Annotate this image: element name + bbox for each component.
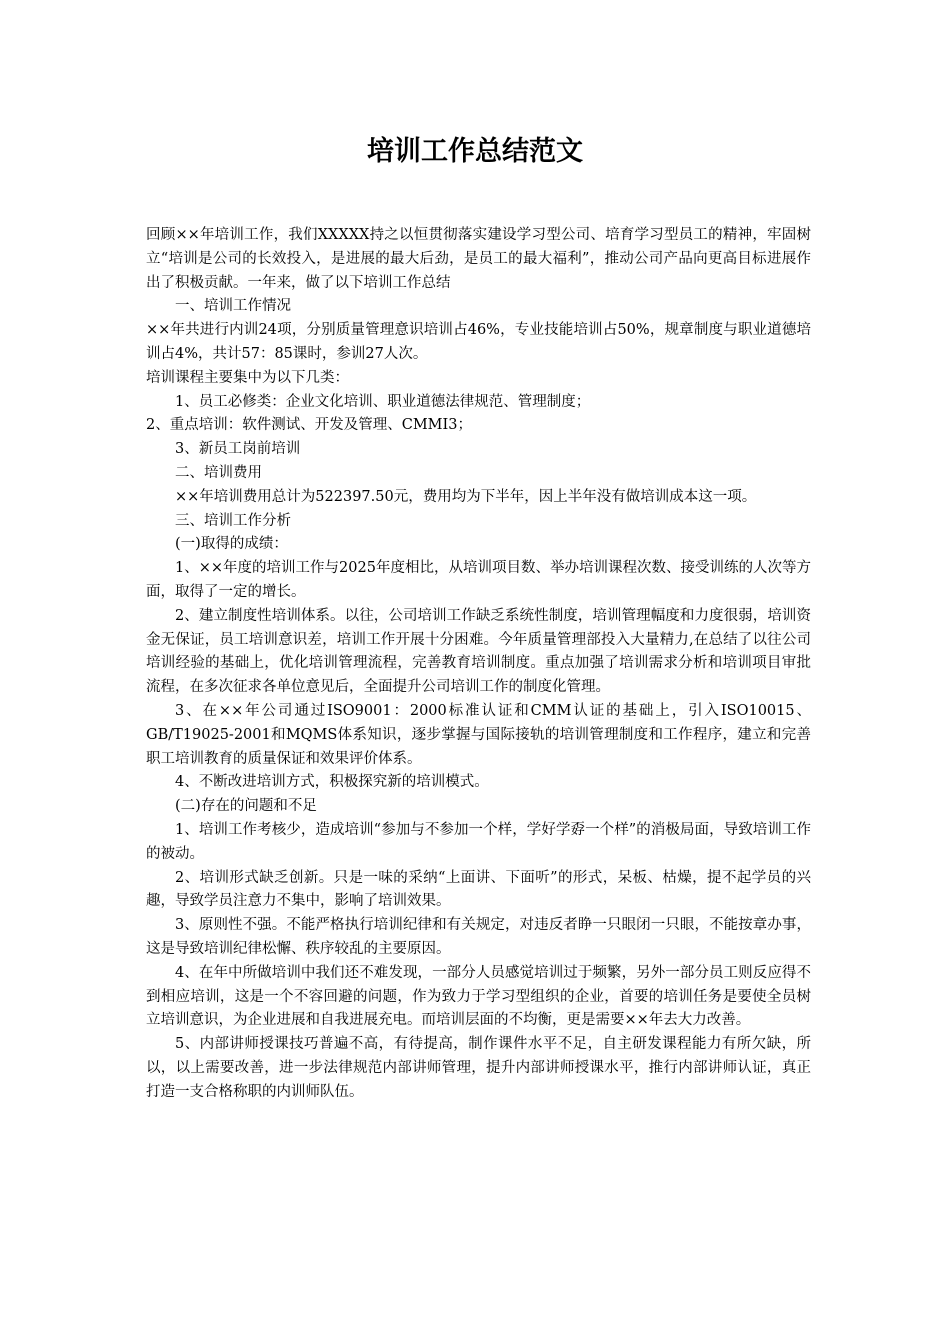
- list-item: 3、新员工岗前培训: [175, 441, 301, 458]
- subsection-heading: (二)存在的问题和不足: [175, 798, 317, 815]
- paragraph: 5、内部讲师授课技巧普遍不高，有待提高，制作课件水平不足，自主研发课程能力有所欠缺，所以，以上需要改善，进一步法律规范内部讲师管理，提升内部讲师授课水平，推行内部讲师认证，真正打造一支合格称职的内训师队伍。: [146, 1036, 811, 1100]
- paragraph: 3、原则性不强。不能严格执行培训纪律和有关规定，对违反者睁一只眼闭一只眼，不能按章办事，这是导致培训纪律松懈、秩序较乱的主要原因。: [146, 917, 811, 957]
- list-item: 2、重点培训：软件测试、开发及管理、CMMI3；: [146, 417, 472, 434]
- subsection-heading: (一)取得的成绩：: [175, 536, 288, 553]
- paragraph: 1、培训工作考核少，造成培训“参加与不参加一个样，学好学孬一个样”的消极局面，导致培训工作的被动。: [146, 821, 811, 862]
- document-body: [146, 224, 811, 1104]
- paragraph: 3、在××年公司通过ISO9001：2000标准认证和CMM认证的基础上，引入ISO10015、GB/T19025-2001和MQMS体系知识，逐步掌握与国际接轨的培训管理制度和工作程序，建立和完善职工培训教育的质量保证和效果评价体系。: [146, 702, 811, 767]
- paragraph: ××年共进行内训24项，分别质量管理意识培训占46%，专业技能培训占50%，规章制度与职业道德培训占4%，共计57：85课时，参训27人次。: [146, 322, 811, 362]
- paragraph: 2、培训形式缺乏创新。只是一味的采纳“上面讲、下面听”的形式，呆板、枯燥，提不起学员的兴趣，导致学员注意力不集中，影响了培训效果。: [146, 869, 811, 910]
- document-title: 培训工作总结范文: [367, 136, 583, 167]
- section-heading: 一、培训工作情况: [175, 298, 291, 315]
- section-heading: 三、培训工作分析: [175, 512, 291, 529]
- paragraph: 2、建立制度性培训体系。以往，公司培训工作缺乏系统性制度，培训管理幅度和力度很弱，培训资金无保证，员工培训意识差，培训工作开展十分困难。今年质量管理部投入大量精力,在总结了以往公司培训经验的基础上，优化培训管理流程，完善教育培训制度。重点加强了培训需求分析和培训项目审批流程，在多次征求各单位意见后，全面提升公司培训工作的制度化管理。: [146, 607, 811, 696]
- paragraph: 4、在年中所做培训中我们还不难发现，一部分人员感觉培训过于频繁，另外一部分员工则反应得不到相应培训，这是一个不容回避的问题，作为致力于学习型组织的企业，首要的培训任务是要使全员树立培训意识，为企业进展和自我进展充电。而培训层面的不均衡，更是需要××年去大力改善。: [146, 964, 811, 1029]
- paragraph: 培训课程主要集中为以下几类：: [146, 369, 349, 386]
- paragraph: 1、××年度的培训工作与2025年度相比，从培训项目数、举办培训课程次数、接受训练的人次等方面，取得了一定的增长。: [146, 560, 811, 600]
- paragraph: 回顾××年培训工作，我们XXXXX持之以恒贯彻落实建设学习型公司、培育学习型员工的精神，牢固树立“培训是公司的长效投入，是进展的最大后劲，是员工的最大福利”，推动公司产品向更高目标进展作出了积极贡献。一年来，做了以下培训工作总结: [146, 227, 811, 291]
- list-item: 1、员工必修类：企业文化培训、职业道德法律规范、管理制度；: [175, 393, 591, 410]
- paragraph: 4、不断改进培训方式，积极探究新的培训模式。: [175, 774, 489, 791]
- section-heading: 二、培训费用: [175, 464, 262, 481]
- paragraph: ××年培训费用总计为522397.50元，费用均为下半年，因上半年没有做培训成本这一项。: [175, 488, 757, 505]
